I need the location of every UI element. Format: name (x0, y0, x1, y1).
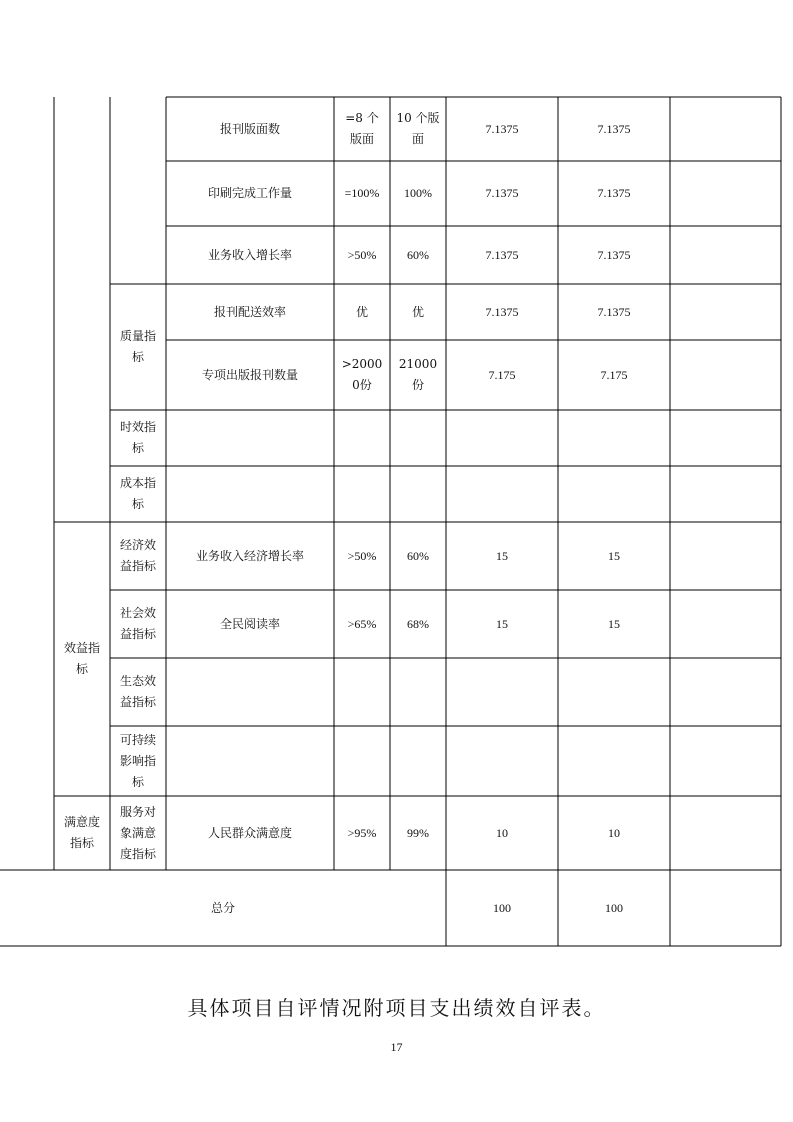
actual-cell (390, 658, 446, 726)
level2-sustainable-cell: 可持续影响指标 (119, 732, 156, 789)
actual-cell: 68% (407, 616, 429, 631)
metric-cell: 人民群众满意度 (207, 825, 292, 840)
target-cell (334, 466, 390, 522)
weight-cell: 7.1375 (485, 304, 519, 319)
weight-cell: 10 (496, 825, 508, 840)
weight-cell: 15 (496, 548, 508, 563)
target-cell: >50% (347, 548, 377, 563)
score-cell (558, 726, 670, 796)
score-cell: 15 (608, 548, 620, 563)
score-cell (558, 658, 670, 726)
metric-cell (166, 726, 334, 796)
note-cell (670, 284, 781, 340)
actual-cell: 60% (407, 247, 429, 262)
metric-cell: 业务收入经济增长率 (195, 548, 304, 563)
metric-cell: 报刊配送效率 (213, 304, 286, 319)
weight-cell (446, 466, 558, 522)
note-cell (670, 726, 781, 796)
score-cell: 15 (608, 616, 620, 631)
note-cell (670, 161, 781, 226)
actual-cell (390, 726, 446, 796)
target-cell (334, 410, 390, 466)
actual-cell: 10 个版面 (396, 111, 440, 146)
level2-quality-cell: 质量指标 (119, 329, 156, 364)
metric-cell (166, 658, 334, 726)
actual-cell: 60% (407, 548, 429, 563)
level2-cost-cell: 成本指标 (119, 476, 156, 511)
note-cell (670, 340, 781, 410)
level2-ecological-cell: 生态效益指标 (119, 674, 156, 709)
weight-cell: 15 (496, 616, 508, 631)
metric-cell: 报刊版面数 (219, 121, 280, 136)
level2-service-cell: 服务对象满意度指标 (119, 804, 156, 861)
target-cell: >95% (347, 825, 377, 840)
total-score-cell: 100 (605, 900, 623, 915)
note-cell (670, 522, 781, 590)
metric-cell: 业务收入增长率 (207, 247, 292, 262)
score-cell: 10 (608, 825, 620, 840)
actual-cell (390, 410, 446, 466)
note-cell (670, 410, 781, 466)
score-cell: 7.175 (600, 367, 628, 382)
target-cell: >20000份 (341, 357, 383, 392)
score-cell: 7.1375 (597, 304, 631, 319)
actual-cell: 99% (407, 825, 429, 840)
target-cell (334, 726, 390, 796)
metric-cell (166, 410, 334, 466)
note-cell (670, 466, 781, 522)
score-cell: 7.1375 (597, 121, 631, 136)
actual-cell: 优 (411, 304, 424, 319)
weight-cell: 7.1375 (485, 121, 519, 136)
total-label-cell: 总分 (210, 900, 235, 915)
total-note-cell (670, 870, 781, 946)
note-cell (670, 796, 781, 870)
level1-satisfaction-cell: 满意度指标 (63, 815, 100, 850)
weight-cell (446, 410, 558, 466)
actual-cell: 100% (404, 186, 432, 200)
weight-cell (446, 658, 558, 726)
weight-cell: 7.175 (488, 367, 516, 382)
level2-social-cell: 社会效益指标 (119, 606, 156, 641)
weight-cell: 7.1375 (485, 186, 519, 200)
note-cell (670, 97, 781, 161)
target-cell: =8 个版面 (345, 111, 379, 146)
target-cell (334, 658, 390, 726)
level2-economic-cell: 经济效益指标 (119, 538, 156, 573)
target-cell: =100% (344, 186, 380, 200)
score-cell: 7.1375 (597, 186, 631, 200)
note-cell (670, 226, 781, 284)
footer-note: 具体项目自评情况附项目支出绩效自评表。 (187, 996, 606, 1020)
target-cell: 优 (355, 304, 368, 319)
total-weight-cell: 100 (493, 900, 511, 915)
metric-cell (166, 466, 334, 522)
target-cell: >50% (347, 247, 377, 262)
actual-cell (390, 466, 446, 522)
score-cell (558, 466, 670, 522)
metric-cell: 专项出版报刊数量 (201, 367, 298, 382)
level2-timeliness-cell: 时效指标 (119, 420, 156, 455)
page-number: 17 (390, 1040, 403, 1054)
weight-cell: 7.1375 (485, 247, 519, 262)
level1-benefit-cell: 效益指标 (63, 641, 100, 676)
note-cell (670, 658, 781, 726)
note-cell (670, 590, 781, 658)
score-cell: 7.1375 (597, 247, 631, 262)
metric-cell: 全民阅读率 (219, 616, 280, 631)
actual-cell: 21000份 (398, 357, 438, 392)
metric-cell: 印刷完成工作量 (207, 186, 292, 200)
target-cell: >65% (347, 616, 377, 631)
score-cell (558, 410, 670, 466)
weight-cell (446, 726, 558, 796)
